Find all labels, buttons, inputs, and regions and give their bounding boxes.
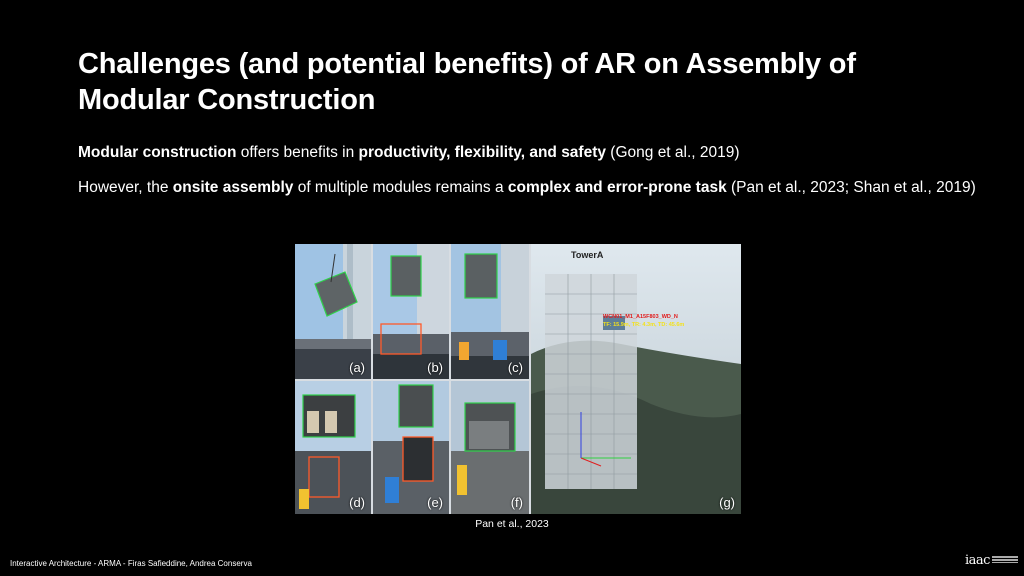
ar-model-view bbox=[531, 244, 741, 514]
ar-distance-label: TF: 15.9m, TR: 4.3m, TD: 45.6m bbox=[603, 322, 685, 328]
figure-caption: Pan et al., 2023 bbox=[475, 518, 549, 530]
figure-ar-assembly bbox=[295, 244, 741, 514]
panel-label-f: (f) bbox=[510, 495, 523, 510]
text-however: However, the bbox=[78, 179, 173, 196]
panel-b bbox=[373, 244, 449, 379]
panel-a bbox=[295, 244, 371, 379]
iaac-logo bbox=[965, 553, 1017, 569]
panel-label-g: (g) bbox=[719, 495, 735, 510]
bold-onsite-assembly: onsite assembly bbox=[172, 179, 294, 196]
panel-label-b: (b) bbox=[427, 360, 443, 375]
iaac-logo-text-lines bbox=[992, 555, 1018, 567]
citation-gong: (Gong et al., 2019) bbox=[606, 144, 740, 161]
photo-crane-lift-a bbox=[295, 244, 371, 379]
panel-e bbox=[373, 381, 449, 514]
iaac-logo-mark: iaac bbox=[965, 553, 990, 568]
panel-label-d: (d) bbox=[349, 495, 365, 510]
photo-crane-lift-c bbox=[451, 244, 529, 379]
ar-module-id-label: WCN01_M1_A15F803_WD_N bbox=[603, 314, 678, 320]
ar-tower-heading: TowerA bbox=[571, 250, 604, 260]
panel-d bbox=[295, 381, 371, 514]
bold-modular-construction: Modular construction bbox=[78, 144, 237, 161]
panel-f bbox=[451, 381, 529, 514]
panel-label-c: (c) bbox=[507, 360, 523, 375]
panel-g bbox=[531, 244, 741, 514]
paragraph-modular-benefits bbox=[78, 142, 978, 163]
text-offers-benefits: offers benefits in bbox=[236, 144, 359, 161]
panel-label-a: (a) bbox=[349, 360, 365, 375]
bold-complex-task: complex and error-prone task bbox=[507, 179, 727, 196]
panel-c bbox=[451, 244, 529, 379]
photo-crane-lift-b bbox=[373, 244, 449, 379]
paragraph-onsite-assembly bbox=[78, 177, 978, 198]
footer-credits: Interactive Architecture - ARMA - Firas Safieddine, Andrea Conserva bbox=[10, 559, 252, 568]
text-remains: of multiple modules remains a bbox=[293, 179, 508, 196]
panel-label-e: (e) bbox=[427, 495, 443, 510]
citation-pan-shan: (Pan et al., 2023; Shan et al., 2019) bbox=[726, 179, 976, 196]
bold-productivity: productivity, flexibility, and safety bbox=[358, 144, 606, 161]
slide-title: Challenges (and potential benefits) of AR on Assembly of Modular Construction bbox=[78, 48, 856, 116]
